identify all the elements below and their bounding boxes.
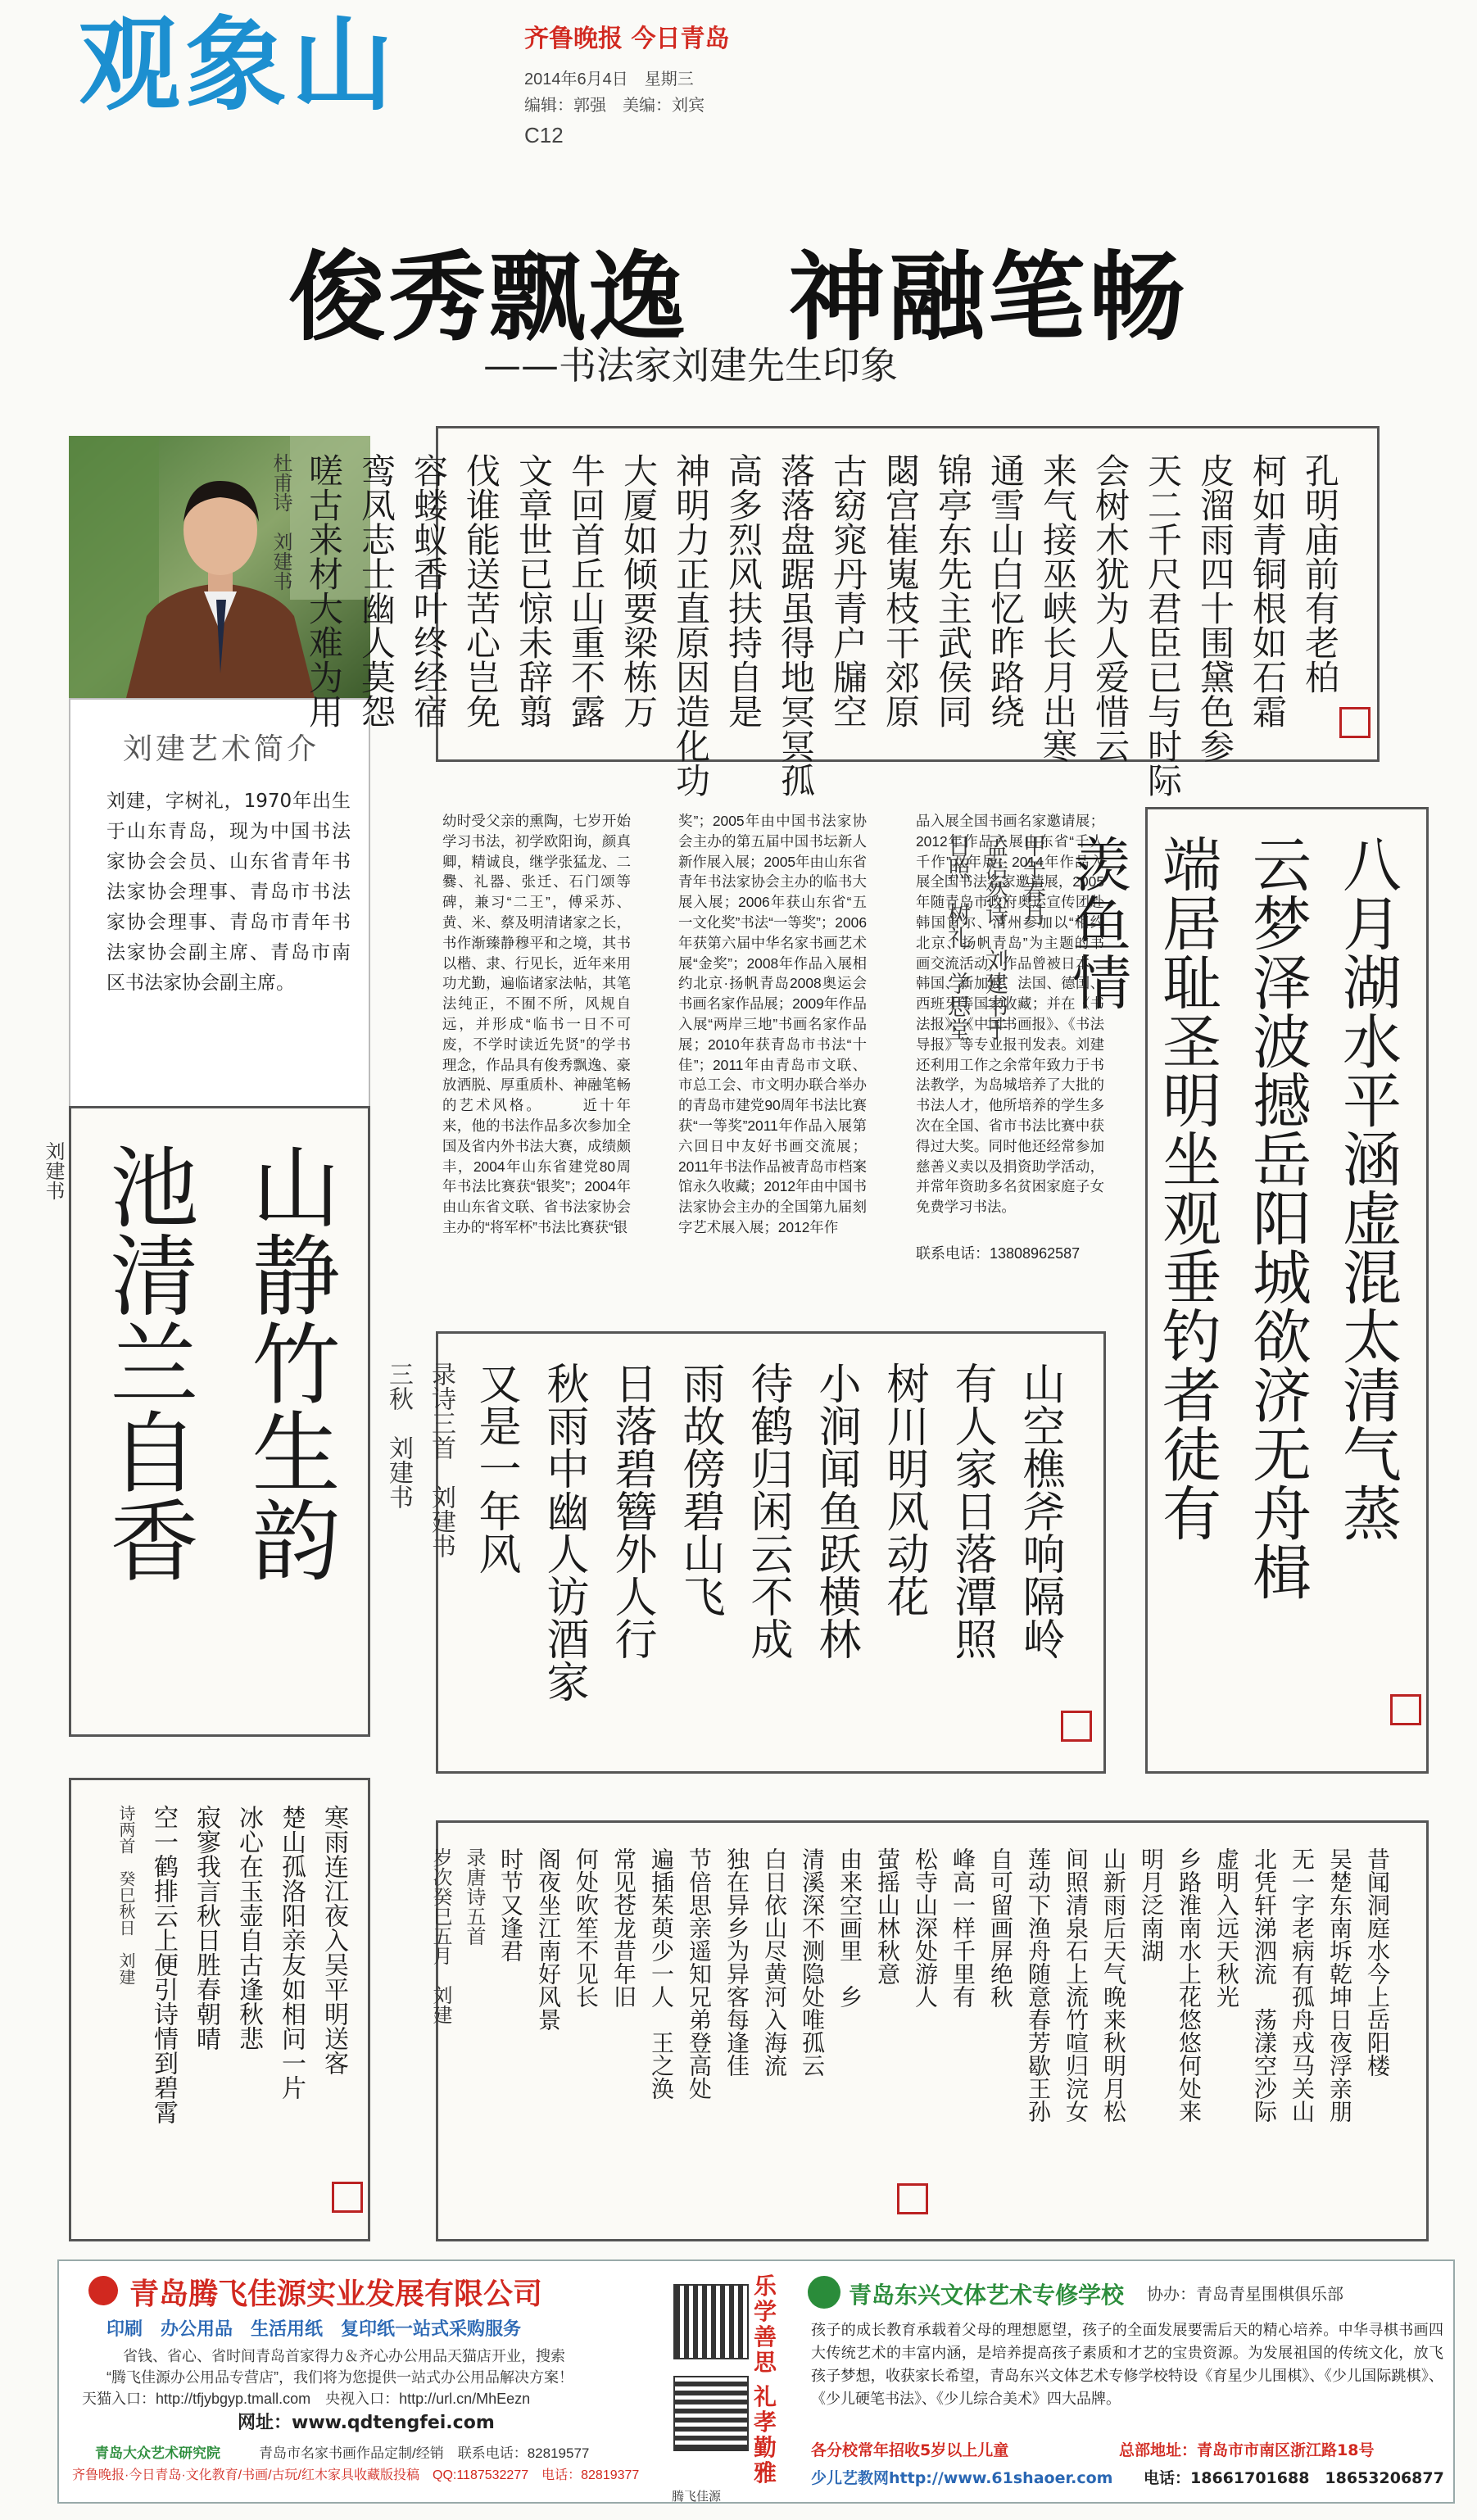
calligraphy-column: 北凭轩涕泗流 荡漾空沙际 (1251, 1847, 1278, 2123)
ad-services: 印刷 办公用品 生活用纸 复印纸一站式采购服务 (106, 2319, 522, 2340)
calligraphy-column: 牛回首丘山重不露 (566, 453, 606, 728)
red-seal-stamp (332, 2182, 363, 2213)
qr-code-icon (673, 2284, 749, 2359)
calligraphy-column: 天二千尺君臣已与时际 (1143, 453, 1183, 797)
article-column-3: 品入展全国书画名家邀请展；2012年作品入展山东省“千人千作”双年展；2014年作品入展全国书法名家邀请展，2005年随青岛市政府奥运宣传团赴韩国首尔、清州参加以“相约北京、扬帆青岛”为主题的书画交流活动，作品曾被日本、韩国、新加坡、法国、德国、西班牙等国家收藏；并在《书法报》、《中国书画报》、《书法导报》等专业报刊发表。刘建还利用工作之余常年致力于书法教学，为岛城培养了大批的书法人才，他所培养的学生多次在全国、省市书法比赛中获得过大奖。同时他还经常参加慈善义卖以及捐资助学活动，并常年资助多名贫困家庭子女免费学习书法。 (916, 813, 1104, 1216)
calligraphy-column: 雨故傍碧山飞 (675, 1362, 724, 1617)
school-logo-icon (808, 2276, 840, 2309)
calligraphy-column: 容蝼蚁香叶终经宿 (409, 453, 449, 728)
ad-enroll: 各分校常年招收5岁以上儿童 (811, 2441, 1009, 2459)
calligraphy-column: 松寺山深处游人 (912, 1847, 939, 2008)
ad-slogan-1: 乐学善思 (754, 2273, 777, 2376)
calligraphy-column: 空一鹤排云上便引诗情到碧霄 (149, 1805, 178, 2124)
calligraphy-signature: 录唐诗五首 (463, 1847, 486, 1946)
ad-website[interactable]: 网址：www.qdtengfei.com (238, 2413, 495, 2433)
calligraphy-column: 嗟古来材大难为用 (304, 453, 344, 728)
calligraphy-column: 柯如青铜根如石霜 (1248, 453, 1288, 728)
article-column-2: 奖”；2005年由中国书法家协会主办的第五届中国书坛新人新作展入展；2005年由山东省青年书法家协会主办的临书大展入展；2006年获山东省“五一文化奖”书法“一等奖”；2006年获第六届中华名家书画艺术展“金奖”；2008年作品入展相约北京·扬帆青岛2008奥运会书画名家作品展；2009年作品入展“两岸三地”书画名家作品展；2010年获青岛市书法“十佳”；2011年由青岛市文联、市总工会、市文明办联合举办的青岛市建党90周年书法比赛获“一等奖”2011年作品入展第六回日中友好书画交流展；2011年书法作品被青岛市档案馆永久收藏；2012年由中国书法家协会主办的全国第九届刻字艺术展入展；2012年作 (678, 813, 867, 1235)
calligraphy-column: 孔明庙前有老柏 (1300, 453, 1340, 694)
calligraphy-column: 遍插茱萸少一人 王之涣 (648, 1847, 675, 2100)
calligraphy-column: 阁夜坐江南好风景 (535, 1847, 562, 2031)
calligraphy-column: 落落盘踞虽得地冥冥孤 (776, 453, 816, 797)
calligraphy-column: 吴楚东南坼乾坤日夜浮亲朋 (1326, 1847, 1353, 2123)
calligraphy-column: 古窈窕丹青户牖空 (828, 453, 868, 728)
ad-company-name: 青岛腾飞佳源实业发展有限公司 (129, 2277, 543, 2311)
ad-desc-1: 省钱、省心、省时间青岛首家得力＆齐心办公用品天猫店开业，搜索 (123, 2348, 565, 2364)
calligraphy-column: 白日依山尽黄河入海流 (761, 1847, 788, 2077)
ad-school-name: 青岛东兴文体艺术专修学校 (849, 2282, 1125, 2309)
calligraphy-column: 通雪山白忆昨路绕 (985, 453, 1026, 728)
calligraphy-column: 又是一年风 (471, 1362, 520, 1575)
page-number: C12 (524, 123, 564, 147)
calligraphy-column: 节倍思亲遥知兄弟登高处 (686, 1847, 713, 2100)
calligraphy-column: 日落碧簪外人行 (607, 1362, 656, 1660)
red-seal-stamp (1339, 707, 1371, 738)
calligraphy-panel-bottom (429, 1820, 1429, 2241)
calligraphy-signature: 三秋 刘建书 (384, 1362, 413, 1509)
ad-column-contact: 齐鲁晚报·今日青岛·文化教育/书画/古玩/红木家具收藏版投稿 QQ:1187532277 电话：82819377 (72, 2468, 640, 2482)
ad-desc-2: “腾飞佳源办公用品专营店”，我们将为您提供一站式办公用品解决方案！ (106, 2369, 573, 2386)
contact-phone: 联系电话：13808962587 (916, 1245, 1081, 1262)
calligraphy-column: 清溪深不测隐处唯孤云 (799, 1847, 826, 2077)
calligraphy-column: 来气接巫峡长月出寒 (1038, 453, 1078, 763)
calligraphy-column: 大厦如倾要梁栋万 (618, 453, 659, 728)
calligraphy-signature: 刘建书 (42, 1141, 65, 1200)
calligraphy-column: 秋雨中幽人访酒家 (539, 1362, 588, 1702)
calligraphy-signature: 岁次癸巳五月 刘建 (429, 1847, 452, 2024)
calligraphy-column: 冰心在玉壶自古逢秋悲 (234, 1805, 263, 2051)
calligraphy-panel-du-fu (270, 426, 1380, 797)
ad-slogan-2: 礼孝勤雅 (754, 2383, 777, 2486)
calligraphy-column: 时节又逢君 (497, 1847, 524, 1962)
calligraphy-signature: 杜甫诗 刘建书 (270, 453, 292, 591)
calligraphy-signature: 录诗三首 刘建书 (427, 1362, 455, 1558)
calligraphy-column: 常见苍龙昔年旧 (610, 1847, 637, 2008)
qr-code-icon (673, 2376, 749, 2451)
calligraphy-column: 皮溜雨四十围黛色参 (1195, 453, 1235, 763)
ad-institute: 青岛大众艺术研究院 (95, 2445, 220, 2462)
ad-institute-desc: 青岛市名家书画作品定制/经销 联系电话：82819577 (259, 2445, 590, 2461)
calligraphy-column: 乡路淮南水上花悠悠何处来 (1176, 1847, 1203, 2123)
calligraphy-column: 羡鱼情 (1062, 834, 1131, 1011)
calligraphy-signature: 诗两首 癸巳秋日 刘建 (116, 1805, 136, 1985)
calligraphy-column: 待鹤归闲云不成 (743, 1362, 792, 1660)
calligraphy-column: 池清兰自香 (95, 1141, 197, 1584)
calligraphy-column: 会树木犹为人爱惜云 (1090, 453, 1130, 763)
bio-text: 刘建，字树礼，1970年出生于山东青岛，现为中国书法家协会会员、山东省青年书法家协会理事、青岛市书法家协会理事、青岛市青年书法家协会副主席、青岛市南区书法家协会副主席。 (106, 791, 351, 994)
calligraphy-columns (42, 1141, 351, 1710)
calligraphy-column: 自可留画屏绝秋 (987, 1847, 1014, 2008)
calligraphy-column: 寒雨连江夜入吴平明送客 (319, 1805, 348, 2075)
calligraphy-column: 明月泛南湖 (1138, 1847, 1165, 1962)
calligraphy-column: 山空樵斧响隔岭 (1015, 1362, 1064, 1660)
calligraphy-column: 昔闻洞庭水今上岳阳楼 (1364, 1847, 1391, 2077)
red-seal-stamp (897, 2183, 928, 2214)
headline: 俊秀飘逸 神融笔畅 (288, 240, 1189, 354)
calligraphy-panel-left-bottom (69, 1778, 370, 2241)
calligraphy-column: 寂寥我言秋日胜春朝晴 (192, 1805, 220, 2051)
red-seal-stamp (1390, 1694, 1421, 1725)
calligraphy-column: 小涧闻鱼跃横林 (811, 1362, 860, 1660)
calligraphy-column: 閟宫崔嵬枝干郊原 (881, 453, 921, 728)
ad-web2[interactable]: 少儿艺教网http://www.61shaoer.com (811, 2469, 1113, 2487)
ad-tengfei-label: 腾飞佳源 (672, 2490, 722, 2504)
calligraphy-column: 端居耻圣明坐观垂钓者徒有 (1153, 834, 1221, 1542)
calligraphy-column: 高多烈风扶持自是 (723, 453, 763, 728)
masthead-title: 观象山 (79, 7, 399, 125)
calligraphy-column: 由来空画里 乡 (836, 1847, 863, 2008)
calligraphy-column: 神明力正直原因造化功 (671, 453, 711, 797)
calligraphy-column: 伐谁能送苦心岂免 (461, 453, 501, 728)
tengfei-logo-icon (88, 2276, 118, 2305)
calligraphy-column: 鸾凤志士幽人莫怨 (356, 453, 396, 728)
calligraphy-signature: 孟浩然诗 刘建书于 (982, 834, 1009, 1040)
ad-address: 总部地址：青岛市市南区浙江路18号 (1119, 2441, 1375, 2459)
article-column-1: 幼时受父亲的熏陶，七岁开始学习书法，初学欧阳询，颜真卿，精诚良，继学张猛龙、二爨、礼器、张迁、石门颂等碑，兼习“二王”，傅采苏、黄、米、蔡及明清诸家之长，书作渐臻静穆平和之境，其书以楷、隶、行见长，近年来用功尤勤，遍临诸家法帖，其笔法纯正，不囿不所，风规自远，并形成“临书一日不可废，不学时读近先贤”的学书理念，作品具有俊秀飘逸、豪放洒脱、厚重质朴、神融笔畅的艺术风格。 近十年来，他的书法作品多次参加全国及省内外书法大赛，成绩颇丰，2004年山东省建党80周年书法比赛获“银奖”；2004年由山东省文联、省书法家协会主办的“将军杯”书法比赛获“银 (442, 813, 631, 1235)
calligraphy-columns (270, 453, 1344, 797)
calligraphy-column: 莲动下渔舟随意春芳歇王孙 (1025, 1847, 1052, 2123)
subheadline: ——书法家刘建先生印象 (483, 343, 898, 388)
calligraphy-columns (384, 1362, 1071, 1747)
ad-tmall-link[interactable]: 天猫入口：http://tfjybgyp.tmall.com 央视入口：http://url.cn/MhEezn (82, 2391, 531, 2407)
ad-school-desc: 孩子的成长教育承载着父母的理想愿望，孩子的全面发展要需后天的精心培养。中华寻棋书画四大传统艺术的丰富内涵，是培养提高孩子素质和才艺的宝贵资源。为发展祖国的传统文化，放飞孩子梦想，收获家长希望，青岛东兴文体艺术专修学校特设《育星少儿围棋》、《少儿国际跳棋》、《少儿硬笔书法》、《少儿综合美术》四大品牌。 (811, 2322, 1443, 2407)
ad-school-phone: 电话：18661701688 18653206877 (1144, 2469, 1444, 2487)
newspaper-name: 齐鲁晚报 今日青岛 (524, 25, 730, 53)
calligraphy-panel-center (384, 1331, 1106, 1774)
bio-title: 刘建艺术简介 (123, 732, 320, 766)
editors: 编辑：郭强 美编：刘宾 (524, 97, 705, 115)
calligraphy-column: 间照清泉石上流竹喧归浣女 (1062, 1847, 1090, 2123)
red-seal-stamp (1061, 1711, 1092, 1742)
calligraphy-column: 八月湖水平涵虚混太清气蒸 (1333, 834, 1402, 1542)
calligraphy-column: 有人家日落潭照 (947, 1362, 996, 1660)
calligraphy-column: 萤摇山林秋意 (874, 1847, 901, 1985)
calligraphy-column: 楚山孤洛阳亲友如相问一片 (277, 1805, 306, 2100)
calligraphy-columns (429, 1847, 1393, 2214)
calligraphy-panel-couplet (42, 1106, 370, 1737)
calligraphy-signature: 日照 树礼 学思堂 (945, 834, 972, 1040)
calligraphy-column: 树川明风动花 (879, 1362, 928, 1617)
calligraphy-column: 无一字老病有孤舟戎马关山 (1289, 1847, 1316, 2123)
calligraphy-column: 虚明入远天秋光 (1213, 1847, 1240, 2008)
calligraphy-signature: 甲午春月 (1020, 834, 1047, 926)
calligraphy-column: 山静竹生韵 (237, 1141, 339, 1584)
calligraphy-columns (84, 1805, 351, 2214)
ad-school-co: 协办：青岛青星围棋俱乐部 (1147, 2284, 1343, 2304)
calligraphy-column: 何处吹笙不见长 (573, 1847, 600, 2008)
issue-date: 2014年6月4日 星期三 (524, 70, 694, 88)
calligraphy-column: 峰高一样千里有 (949, 1847, 976, 2008)
calligraphy-column: 锦亭东先主武侯同 (933, 453, 973, 728)
calligraphy-column: 文章世已惊未辞翦 (514, 453, 554, 728)
calligraphy-column: 独在异乡为异客每逢佳 (723, 1847, 750, 2077)
calligraphy-column: 山新雨后天气晚来秋明月松 (1100, 1847, 1127, 2123)
calligraphy-column: 云梦泽波撼岳阳城欲济无舟楫 (1243, 834, 1312, 1601)
